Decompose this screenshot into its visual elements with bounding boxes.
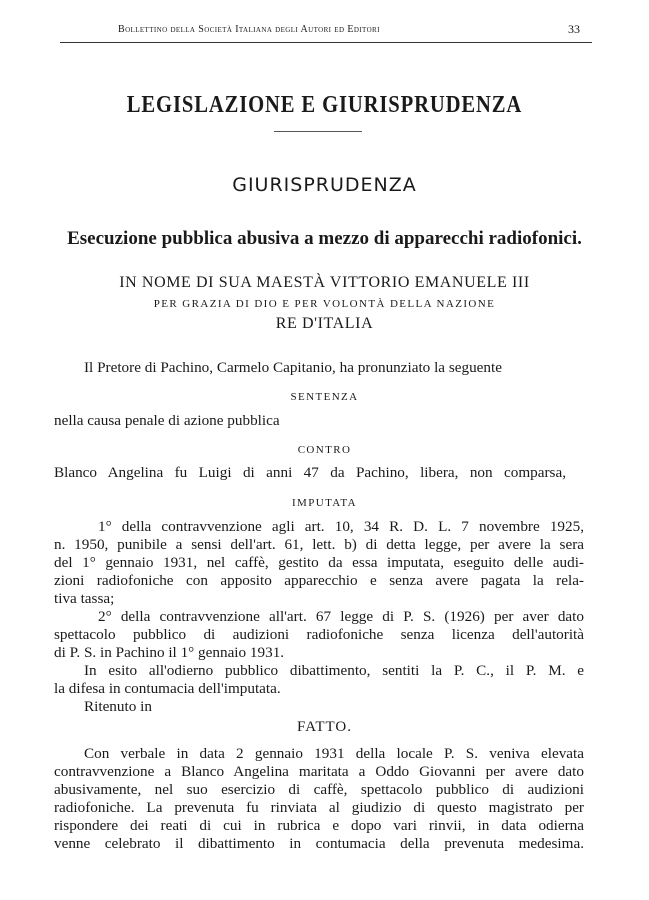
charge-line: di P. S. in Pachino il 1° gennaio 1931. — [54, 644, 285, 661]
fatto-line: venne celebrato il dibattimento in contumacia della prevenuta medesima. — [54, 835, 584, 852]
imputata-line: Blanco Angelina fu Luigi di anni 47 da Pachino, libera, non comparsa, — [54, 464, 566, 481]
fatto-line: abusivamente, nel suo esercizio di caffè, spettacolo pubblico di audizioni — [54, 781, 584, 798]
page-number: 33 — [568, 22, 580, 36]
formula-line-3: RE D'ITALIA — [275, 315, 374, 332]
heading-contro: CONTRO — [297, 444, 352, 456]
running-header — [60, 20, 592, 43]
heading-fatto: FATTO. — [296, 719, 353, 735]
fatto-line: radiofoniche. La prevenuta fu rinviata al giudizio di questo magistrato per — [54, 799, 584, 816]
formula-line-2: PER GRAZIA DI DIO E PER VOLONTÀ DELLA NAZIONE — [153, 298, 496, 310]
charge-line: del 1° gennaio 1931, nel caffè, gestito da essa imputata, eseguito delle audi- — [54, 554, 584, 571]
case-title: Esecuzione pubblica abusiva a mezzo di apparecchi radiofonici. — [67, 228, 582, 249]
charge-line: 1° della contravvenzione agli art. 10, 34 R. D. L. 7 novembre 1925, — [98, 518, 584, 535]
fatto-line: contravvenzione a Blanco Angelina maritata a Oddo Giovanni per avere dato — [54, 763, 584, 780]
intro-line: Il Pretore di Pachino, Carmelo Capitanio, ha pronunziato la seguente — [84, 359, 502, 376]
formula-line-1: IN NOME DI SUA MAESTÀ VITTORIO EMANUELE III — [119, 274, 530, 291]
charge-line: 2° della contravvenzione all'art. 67 legge di P. S. (1926) per aver dato — [98, 608, 584, 625]
charge-line: n. 1950, punibile a sensi dell'art. 61, lett. b) di detta legge, per avere la sera — [54, 536, 584, 553]
subsection-title: GIURISPRUDENZA — [232, 174, 417, 196]
causa-line: nella causa penale di azione pubblica — [54, 412, 280, 429]
charge-line: Ritenuto in — [84, 698, 152, 715]
charge-line: tiva tassa; — [54, 590, 115, 607]
heading-imputata: IMPUTATA — [291, 497, 358, 509]
charge-line: In esito all'odierno pubblico dibattimento, sentiti la P. C., il P. M. e — [84, 662, 584, 679]
fatto-line: Con verbale in data 2 gennaio 1931 della locale P. S. veniva elevata — [84, 745, 584, 762]
section-title: LEGISLAZIONE E GIURISPRUDENZA — [126, 92, 523, 118]
heading-sentenza: SENTENZA — [290, 391, 359, 403]
fatto-line: rispondere dei reati di cui in rubrica e dopo vari rinvii, in data odierna — [54, 817, 584, 834]
charge-line: la difesa in contumacia dell'imputata. — [54, 680, 281, 697]
running-header-title: Bollettino della Società Italiana degli Autori ed Editori — [118, 24, 380, 35]
charge-line: spettacolo pubblico di audizioni radiofoniche senza licenza dell'autorità — [54, 626, 584, 643]
title-divider — [274, 131, 362, 132]
charge-line: zioni radiofoniche con apposito apparecchio e senza avere pagata la rela- — [54, 572, 584, 589]
